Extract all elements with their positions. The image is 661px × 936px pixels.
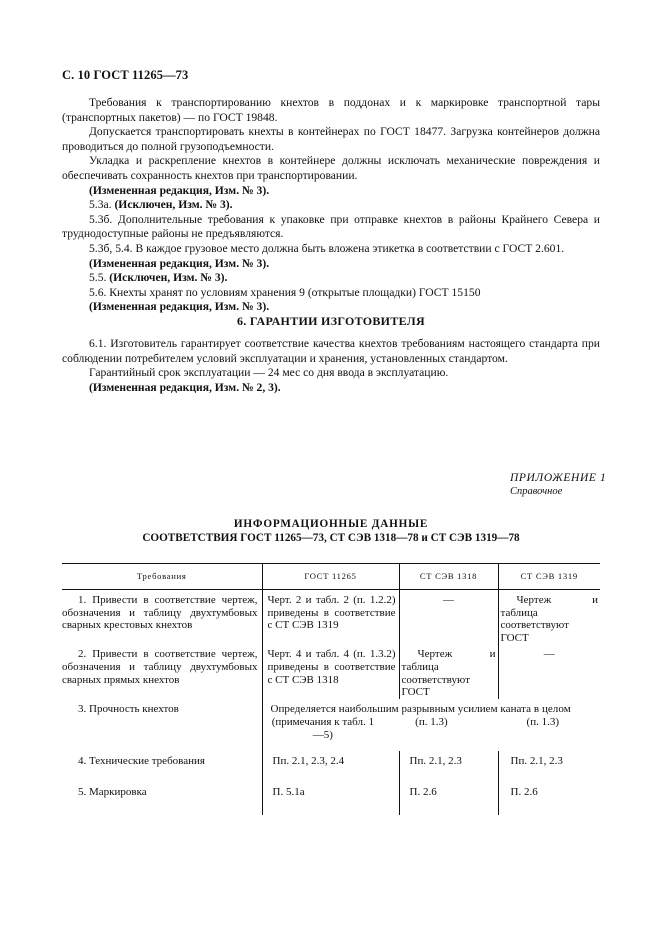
table-row (62, 751, 600, 782)
page-header: С. 10 ГОСТ 11265—73 (62, 68, 189, 82)
cell-requirement: 3. Прочность кнехтов (78, 702, 179, 715)
table-row (62, 590, 600, 645)
cell-sev1319: — (498, 644, 600, 698)
table-row (62, 644, 600, 698)
cell-requirement: 1. Привести в соответствие чертеж, обозначения и таблицу двухтумбовых сварных крестовых кнехтов (62, 594, 258, 632)
table-header-row (62, 564, 600, 590)
table-row (62, 782, 600, 815)
appendix-label-block (510, 471, 606, 499)
appendix-label: ПРИЛОЖЕНИЕ 1 (510, 472, 607, 484)
paragraph: 5.3а. (Исключен, Изм. № 3). (89, 198, 233, 212)
paragraph: 5.3б. Дополнительные требования к упаковке при отправке кнехтов в районы Крайнего Севера и труднодоступные районы не предъявляются. (62, 212, 600, 241)
table-title-line1: ИНФОРМАЦИОННЫЕ ДАННЫЕ (233, 518, 429, 530)
header-sev1318: СТ СЭВ 1318 (399, 564, 498, 590)
cell-sev1318: Чертеж и таблица соответствуют ГОСТ (399, 644, 498, 698)
paragraph: 5.5. (Исключен, Изм. № 3). (89, 271, 228, 285)
paragraph: Требования к транспортированию кнехтов в поддонах и к маркировке транспортной тары (транспортных пакетов) — по ГОСТ 19848. (62, 96, 600, 124)
gost-note: (примечания к табл. 1—5) (271, 716, 374, 741)
amendment-note: (Исключен, Изм. № 3). (109, 271, 228, 285)
cell-gost: Пп. 2.1, 2.3, 2.4 (262, 751, 399, 782)
header-requirements: Требования (62, 564, 262, 590)
header-gost: ГОСТ 11265 (262, 564, 399, 590)
amendment-note: (Измененная редакция, Изм. № 3). (89, 300, 270, 314)
header-sev1319: СТ СЭВ 1319 (498, 564, 600, 590)
table-row (62, 699, 600, 751)
paragraph: Допускается транспортировать кнехты в контейнерах по ГОСТ 18477. Загрузка контейнеров должна проводиться до полной грузоподъемности. (62, 125, 600, 153)
cell-gost: Черт. 4 и табл. 4 (п. 1.3.2) приведены в соответствие с СТ СЭВ 1318 (262, 644, 399, 698)
cell-requirement: 4. Технические требования (78, 754, 205, 767)
amendment-note: (Исключен, Изм. № 3). (114, 198, 233, 212)
sev1318-ref: (п. 1.3) (415, 716, 448, 729)
merged-subrefs (271, 716, 599, 741)
cell-sev1319: Чертеж и таблица соответствуют ГОСТ (498, 590, 600, 645)
sev1319-ref: (п. 1.3) (526, 716, 560, 729)
correspondence-table (62, 563, 600, 815)
paragraph: 5.3б, 5.4. В каждое грузовое место должна быть вложена этикетка в соответствии с ГОСТ 2.601. (89, 241, 565, 255)
cell-requirement: 5. Маркировка (78, 785, 147, 798)
cell-sev1318: Пп. 2.1, 2.3 (399, 751, 498, 782)
paragraph: 5.6. Кнехты хранят по условиям хранения 9 (открытые площадки) ГОСТ 15150 (89, 285, 481, 299)
cell-gost: Черт. 2 и табл. 2 (п. 1.2.2) приведены в соответствие с СТ СЭВ 1319 (262, 590, 399, 645)
appendix-sublabel: Справочное (510, 486, 563, 497)
amendment-note: (Измененная редакция, Изм. № 3). (89, 183, 270, 197)
amendment-note: (Измененная редакция, Изм. № 2, 3). (89, 380, 281, 394)
table-title (62, 518, 600, 545)
paragraph: Гарантийный срок эксплуатации — 24 мес со дня ввода в эксплуатацию. (89, 366, 449, 380)
transport-section (62, 96, 600, 315)
cell-sev1318: П. 2.6 (399, 782, 498, 815)
paragraph: 6.1. Изготовитель гарантирует соответствие качества кнехтов требованиям настоящего стандарта при соблюдении потребителем условий эксплуатации и хранения, установленных стандартом. (62, 337, 600, 365)
cell-sev1319: П. 2.6 (498, 782, 600, 815)
cell-gost: П. 5.1а (262, 782, 399, 815)
cell-merged (262, 699, 600, 751)
cell-sev1319: Пп. 2.1, 2.3 (498, 751, 600, 782)
section-title: 6. ГАРАНТИИ ИЗГОТОВИТЕЛЯ (237, 314, 425, 328)
merged-text: Определяется наибольшим разрывным усилием каната в целом (270, 702, 571, 715)
cell-requirement: 2. Привести в соответствие чертеж, обозначения и таблицу двухтумбовых сварных прямых кнехтов (62, 648, 258, 686)
paragraph: Укладка и раскрепление кнехтов в контейнере должны исключать механические повреждения и обеспечивать сохранность кнехтов при транспортировании. (62, 154, 600, 182)
cell-sev1318: — (399, 590, 498, 645)
amendment-note: (Измененная редакция, Изм. № 3). (89, 256, 270, 270)
warranty-section (62, 337, 600, 395)
table-title-line2: СООТВЕТСТВИЯ ГОСТ 11265—73, СТ СЭВ 1318—78 и СТ СЭВ 1319—78 (142, 531, 520, 544)
